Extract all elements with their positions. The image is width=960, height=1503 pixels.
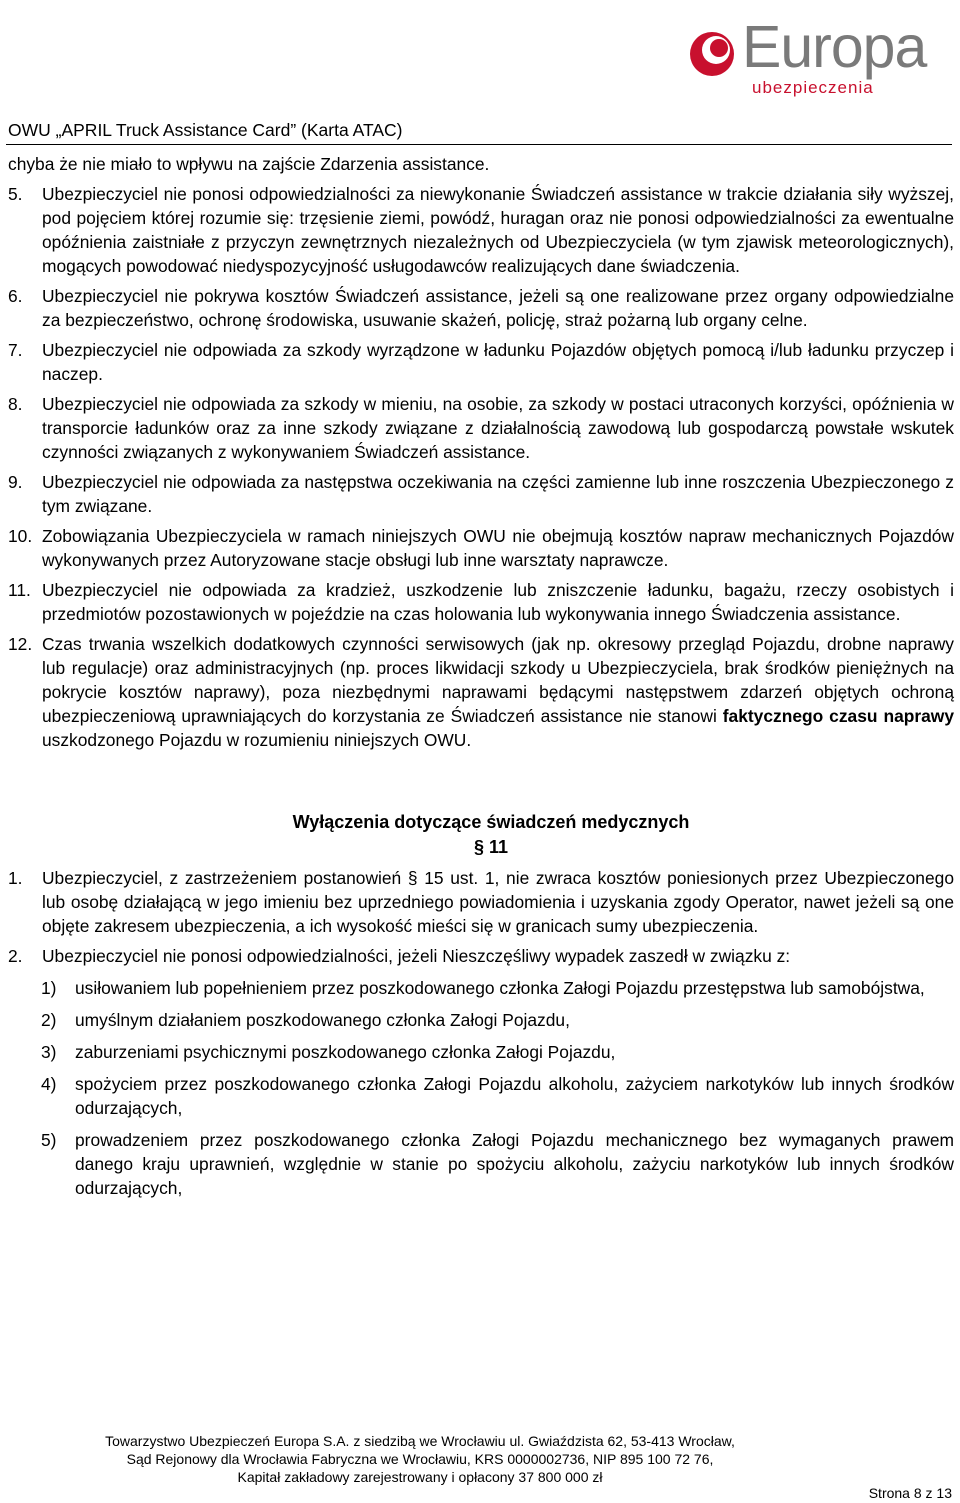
sub-item-text: umyślnym działaniem poszkodowanego członka Załogi Pojazdu, [75,1010,570,1030]
sub-list-item [8,976,954,1000]
header-divider [6,144,952,145]
item-text: Ubezpieczyciel nie odpowiada za kradzież, uszkodzenie lub zniszczenie ładunku, bagażu, rzeczy osobistych i przedmiotów pozostawionych w pojeździe na czas holowania lub wykonywania innego Świadczenia assistance. [42,580,954,624]
page-number: Strona 8 z 13 [868,1485,952,1501]
sub-item-number: 3) [41,1042,57,1062]
list-item [8,578,954,626]
sub-list-item [8,1008,954,1032]
sub-item-text: usiłowaniem lub popełnieniem przez poszkodowanego członka Załogi Pojazdu przestępstwa lub samobójstwa, [75,978,925,998]
item-text: Ubezpieczyciel nie ponosi odpowiedzialności za niewykonanie Świadczeń assistance w trakcie działania siły wyższej, pod pojęciem której rozumie się: trzęsienie ziemi, powódź, huragan oraz nie ponosi odpowiedzialności za ewentualne opóźnienia zaistniałe z przyczyn zewnętrznych niezależnych od Ubezpieczyciela (w tym zjawisk meteorologicznych), mogących powodować niedyspozycyjność usługodawców realizujących dane świadczenia. [42,184,954,276]
sub-list-item [8,1040,954,1064]
list-item [8,182,954,278]
item-text-start: Czas trwania wszelkich dodatkowych czynności serwisowych (jak np. okresowy przegląd Pojazdu, drobne naprawy lub regulacje) oraz administracyjnych (np. proces likwidacji szkody u Ubezpieczyciela, brak środków pieniężnych na pokrycie kosztów naprawy), poza niezbędnymi naprawami będącymi następstwem zdarzeń objętych ochroną ubezpieczeniową uprawniających do korzystania ze Świadczeń assistance nie stanowi [42,634,954,726]
item-text: Ubezpieczyciel nie odpowiada za następstwa oczekiwania na części zamienne lub inne roszczenia Ubezpieczonego z tym związane. [42,472,954,516]
item-text-end: uszkodzonego Pojazdu w rozumieniu niniejszych OWU. [42,730,472,750]
sub-item-number: 1) [41,978,57,998]
logo-swirl-icon [686,28,738,80]
item-number: 9. [8,472,23,492]
sub-item-number: 4) [41,1074,57,1094]
item-text-bold: faktycznego czasu naprawy [722,706,955,726]
item-number: 11. [8,580,31,600]
list-item [8,284,954,332]
europa-logo [686,8,954,110]
continuation-paragraph: chyba że nie miało to wpływu na zajście Zdarzenia assistance. [8,154,490,174]
sub-item-text: prowadzeniem przez poszkodowanego członka Załogi Pojazdu mechanicznego bez wymaganych prawem danego kraju uprawnień, względnie w stanie po spożyciu alkoholu, zażyciu narkotyków lub innych środków odurzających, [75,1130,954,1198]
list-item [8,866,954,938]
sub-item-text: spożyciem przez poszkodowanego członka Załogi Pojazdu alkoholu, zażyciem narkotyków lub innych środków odurzających, [75,1074,954,1118]
item-text: Ubezpieczyciel nie ponosi odpowiedzialności, jeżeli Nieszczęśliwy wypadek zaszedł w związku z: [42,946,791,966]
item-text: Ubezpieczyciel, z zastrzeżeniem postanowień § 15 ust. 1, nie zwraca kosztów poniesionych przez Ubezpieczonego lub osobę działającą w jego imieniu bez uprzedniego powiadomienia i uzyskania zgody Operator, nawet jeżeli są one objęte zakresem ubezpieczenia, a ich wysokość mieści się w granicach sumy ubezpieczenia. [42,868,954,936]
item-number: 2. [8,946,23,966]
item-text: Ubezpieczyciel nie pokrywa kosztów Świadczeń assistance, jeżeli są one realizowane przez organy odpowiedzialne za bezpieczeństwo, ochronę środowiska, usuwanie skażeń, policję, straż pożarną lub organy celne. [42,286,954,330]
list-item [8,470,954,518]
sub-list-item [8,1128,954,1200]
footer-capital-line: Kapitał zakładowy zarejestrowany i opłacony 37 800 000 zł [237,1469,603,1485]
item-number: 10. [8,526,33,546]
item-number: 6. [8,286,23,306]
section-number: § 11 [473,837,509,857]
logo-subtitle: ubezpieczenia [752,78,874,97]
sub-item-text: zaburzeniami psychicznymi poszkodowanego członka Załogi Pojazdu, [75,1042,616,1062]
document-header-title: OWU „APRIL Truck Assistance Card” (Karta ATAC) [8,120,403,140]
logo-wordmark: Europa [742,14,927,80]
item-number: 5. [8,184,23,204]
footer-company-line: Towarzystwo Ubezpieczeń Europa S.A. z siedzibą we Wrocławiu ul. Gwiaździsta 62, 53-413 Wrocław, [105,1433,735,1449]
list-item [8,338,954,386]
item-number: 8. [8,394,23,414]
list-item [8,944,954,968]
item-number: 1. [8,868,23,888]
item-text: Ubezpieczyciel nie odpowiada za szkody wyrządzone w ładunku Pojazdów objętych pomocą i/lub ładunku przyczep i naczep. [42,340,954,384]
list-item [8,632,954,752]
sub-list-item [8,1072,954,1120]
section-title: Wyłączenia dotyczące świadczeń medycznych [292,812,690,832]
document-body [8,152,954,1200]
item-text: Ubezpieczyciel nie odpowiada za szkody w mieniu, na osobie, za szkody w postaci utraconych korzyści, opóźnienia w transporcie ładunków oraz za inne szkody związane z działalnością zawodową lub gospodarczą powstałe wskutek czynności związanych z wykonywaniem Świadczeń assistance. [42,394,954,462]
list-item [8,392,954,464]
page-footer [0,1432,960,1486]
item-number: 12. [8,634,33,654]
item-text: Zobowiązania Ubezpieczyciela w ramach niniejszych OWU nie obejmują kosztów napraw mechanicznych Pojazdów wykonywanych przez Autoryzowane stacje obsługi lub inne warsztaty naprawcze. [42,526,954,570]
list-item [8,524,954,572]
sub-item-number: 2) [41,1010,57,1030]
sub-item-number: 5) [41,1130,57,1150]
item-number: 7. [8,340,23,360]
footer-registry-line: Sąd Rejonowy dla Wrocławia Fabryczna we Wrocławiu, KRS 0000002736, NIP 895 100 72 76, [126,1451,714,1467]
